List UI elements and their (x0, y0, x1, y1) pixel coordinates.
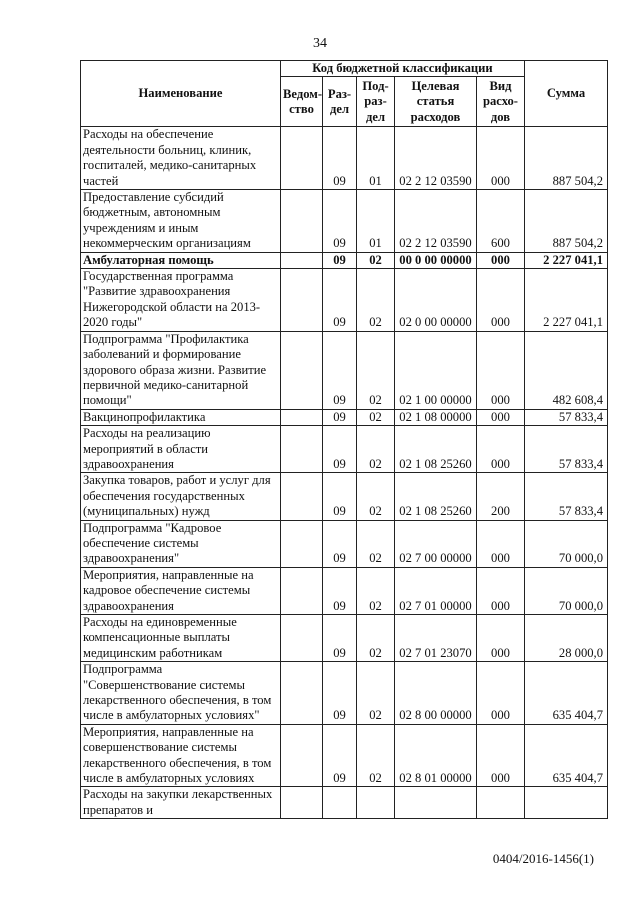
cell-target-item: 02 1 00 00000 (395, 331, 477, 409)
header-classification-code: Код бюджетной классификации (281, 61, 525, 77)
cell-sum: 70 000,0 (525, 520, 608, 567)
cell-target-item: 02 1 08 25260 (395, 426, 477, 473)
budget-table-wrapper (80, 60, 607, 819)
cell-department (281, 409, 323, 425)
cell-department (281, 252, 323, 268)
cell-target-item: 02 0 00 00000 (395, 269, 477, 332)
cell-expense-type (477, 787, 525, 819)
cell-subsection: 02 (357, 724, 395, 787)
document-code: 0404/2016-1456(1) (492, 851, 594, 866)
cell-department (281, 269, 323, 332)
header-name: Наименование (81, 61, 281, 127)
cell-expense-type: 000 (477, 520, 525, 567)
cell-target-item: 00 0 00 00000 (395, 252, 477, 268)
cell-section: 09 (323, 520, 357, 567)
table-row (81, 567, 608, 614)
cell-sum: 887 504,2 (525, 190, 608, 253)
cell-section: 09 (323, 662, 357, 725)
cell-expense-type: 000 (477, 662, 525, 725)
cell-expense-type: 000 (477, 426, 525, 473)
budget-table (80, 60, 608, 819)
cell-sum: 635 404,7 (525, 662, 608, 725)
page-number: 34 (313, 36, 327, 51)
cell-target-item (395, 787, 477, 819)
cell-section: 09 (323, 567, 357, 614)
cell-expense-type: 200 (477, 473, 525, 520)
cell-section: 09 (323, 409, 357, 425)
header-department: Ведом- ство (281, 77, 323, 127)
cell-target-item: 02 2 12 03590 (395, 190, 477, 253)
cell-sum: 2 227 041,1 (525, 252, 608, 268)
cell-target-item: 02 8 01 00000 (395, 724, 477, 787)
cell-name: Расходы на закупки лекарственных препаратов и (81, 787, 281, 819)
table-row (81, 520, 608, 567)
cell-department (281, 615, 323, 662)
cell-department (281, 127, 323, 190)
cell-target-item: 02 1 08 25260 (395, 473, 477, 520)
cell-subsection: 01 (357, 190, 395, 253)
header-subsection: Под- раз- дел (357, 77, 395, 127)
cell-name: Расходы на обеспечение деятельности больниц, клиник, госпиталей, медико-санитарных частей (81, 127, 281, 190)
cell-subsection: 02 (357, 473, 395, 520)
cell-section: 09 (323, 252, 357, 268)
table-row (81, 473, 608, 520)
cell-target-item: 02 7 01 23070 (395, 615, 477, 662)
table-body (81, 127, 608, 819)
cell-name: Государственная программа "Развитие здравоохранения Нижегородской области на 2013-2020 годы" (81, 269, 281, 332)
cell-department (281, 724, 323, 787)
cell-sum: 635 404,7 (525, 724, 608, 787)
cell-name: Подпрограмма "Профилактика заболеваний и формирование здорового образа жизни. Развитие первичной медико-санитарной помощи" (81, 331, 281, 409)
cell-target-item: 02 1 08 00000 (395, 409, 477, 425)
header-sum: Сумма (525, 61, 608, 127)
cell-sum: 70 000,0 (525, 567, 608, 614)
cell-subsection: 01 (357, 127, 395, 190)
cell-expense-type: 000 (477, 252, 525, 268)
table-row (81, 662, 608, 725)
cell-sum (525, 787, 608, 819)
cell-sum: 57 833,4 (525, 473, 608, 520)
cell-subsection: 02 (357, 662, 395, 725)
cell-sum: 2 227 041,1 (525, 269, 608, 332)
cell-sum: 57 833,4 (525, 409, 608, 425)
cell-name: Закупка товаров, работ и услуг для обеспечения государственных (муниципальных) нужд (81, 473, 281, 520)
cell-subsection (357, 787, 395, 819)
cell-section: 09 (323, 331, 357, 409)
cell-expense-type: 000 (477, 127, 525, 190)
header-section: Раз- дел (323, 77, 357, 127)
cell-target-item: 02 2 12 03590 (395, 127, 477, 190)
cell-expense-type: 600 (477, 190, 525, 253)
cell-name: Амбулаторная помощь (81, 252, 281, 268)
cell-department (281, 567, 323, 614)
cell-expense-type: 000 (477, 331, 525, 409)
cell-subsection: 02 (357, 615, 395, 662)
cell-department (281, 662, 323, 725)
cell-section: 09 (323, 615, 357, 662)
cell-section: 09 (323, 190, 357, 253)
cell-subsection: 02 (357, 331, 395, 409)
table-row (81, 190, 608, 253)
cell-department (281, 473, 323, 520)
cell-target-item: 02 8 00 00000 (395, 662, 477, 725)
cell-name: Расходы на реализацию мероприятий в области здравоохранения (81, 426, 281, 473)
table-row (81, 615, 608, 662)
cell-expense-type: 000 (477, 615, 525, 662)
cell-name: Подпрограмма "Кадровое обеспечение системы здравоохранения" (81, 520, 281, 567)
header-target-item: Целевая статья расходов (395, 77, 477, 127)
cell-subsection: 02 (357, 426, 395, 473)
cell-expense-type: 000 (477, 269, 525, 332)
table-row (81, 409, 608, 425)
cell-sum: 28 000,0 (525, 615, 608, 662)
cell-section: 09 (323, 426, 357, 473)
cell-subsection: 02 (357, 252, 395, 268)
cell-section: 09 (323, 269, 357, 332)
cell-target-item: 02 7 01 00000 (395, 567, 477, 614)
table-row (81, 331, 608, 409)
cell-department (281, 426, 323, 473)
cell-section: 09 (323, 724, 357, 787)
cell-section: 09 (323, 473, 357, 520)
cell-department (281, 190, 323, 253)
cell-name: Предоставление субсидий бюджетным, автономным учреждениям и иным некоммерческим организациям (81, 190, 281, 253)
table-row (81, 252, 608, 268)
cell-name: Мероприятия, направленные на кадровое обеспечение системы здравоохранения (81, 567, 281, 614)
cell-department (281, 787, 323, 819)
cell-subsection: 02 (357, 520, 395, 567)
table-row (81, 127, 608, 190)
cell-target-item: 02 7 00 00000 (395, 520, 477, 567)
cell-expense-type: 000 (477, 567, 525, 614)
cell-name: Вакцинопрофилактика (81, 409, 281, 425)
table-row (81, 426, 608, 473)
cell-subsection: 02 (357, 567, 395, 614)
cell-sum: 482 608,4 (525, 331, 608, 409)
cell-department (281, 331, 323, 409)
table-row (81, 724, 608, 787)
cell-department (281, 520, 323, 567)
header-expense-type: Вид расхо- дов (477, 77, 525, 127)
cell-sum: 57 833,4 (525, 426, 608, 473)
cell-section (323, 787, 357, 819)
cell-name: Мероприятия, направленные на совершенствование системы лекарственного обеспечения, в том числе в амбулаторных условиях (81, 724, 281, 787)
cell-subsection: 02 (357, 269, 395, 332)
cell-name: Подпрограмма "Совершенствование системы лекарственного обеспечения, в том числе в амбулаторных условиях" (81, 662, 281, 725)
cell-sum: 887 504,2 (525, 127, 608, 190)
cell-expense-type: 000 (477, 724, 525, 787)
table-row (81, 787, 608, 819)
cell-section: 09 (323, 127, 357, 190)
cell-expense-type: 000 (477, 409, 525, 425)
cell-name: Расходы на единовременные компенсационные выплаты медицинским работникам (81, 615, 281, 662)
table-row (81, 269, 608, 332)
cell-subsection: 02 (357, 409, 395, 425)
